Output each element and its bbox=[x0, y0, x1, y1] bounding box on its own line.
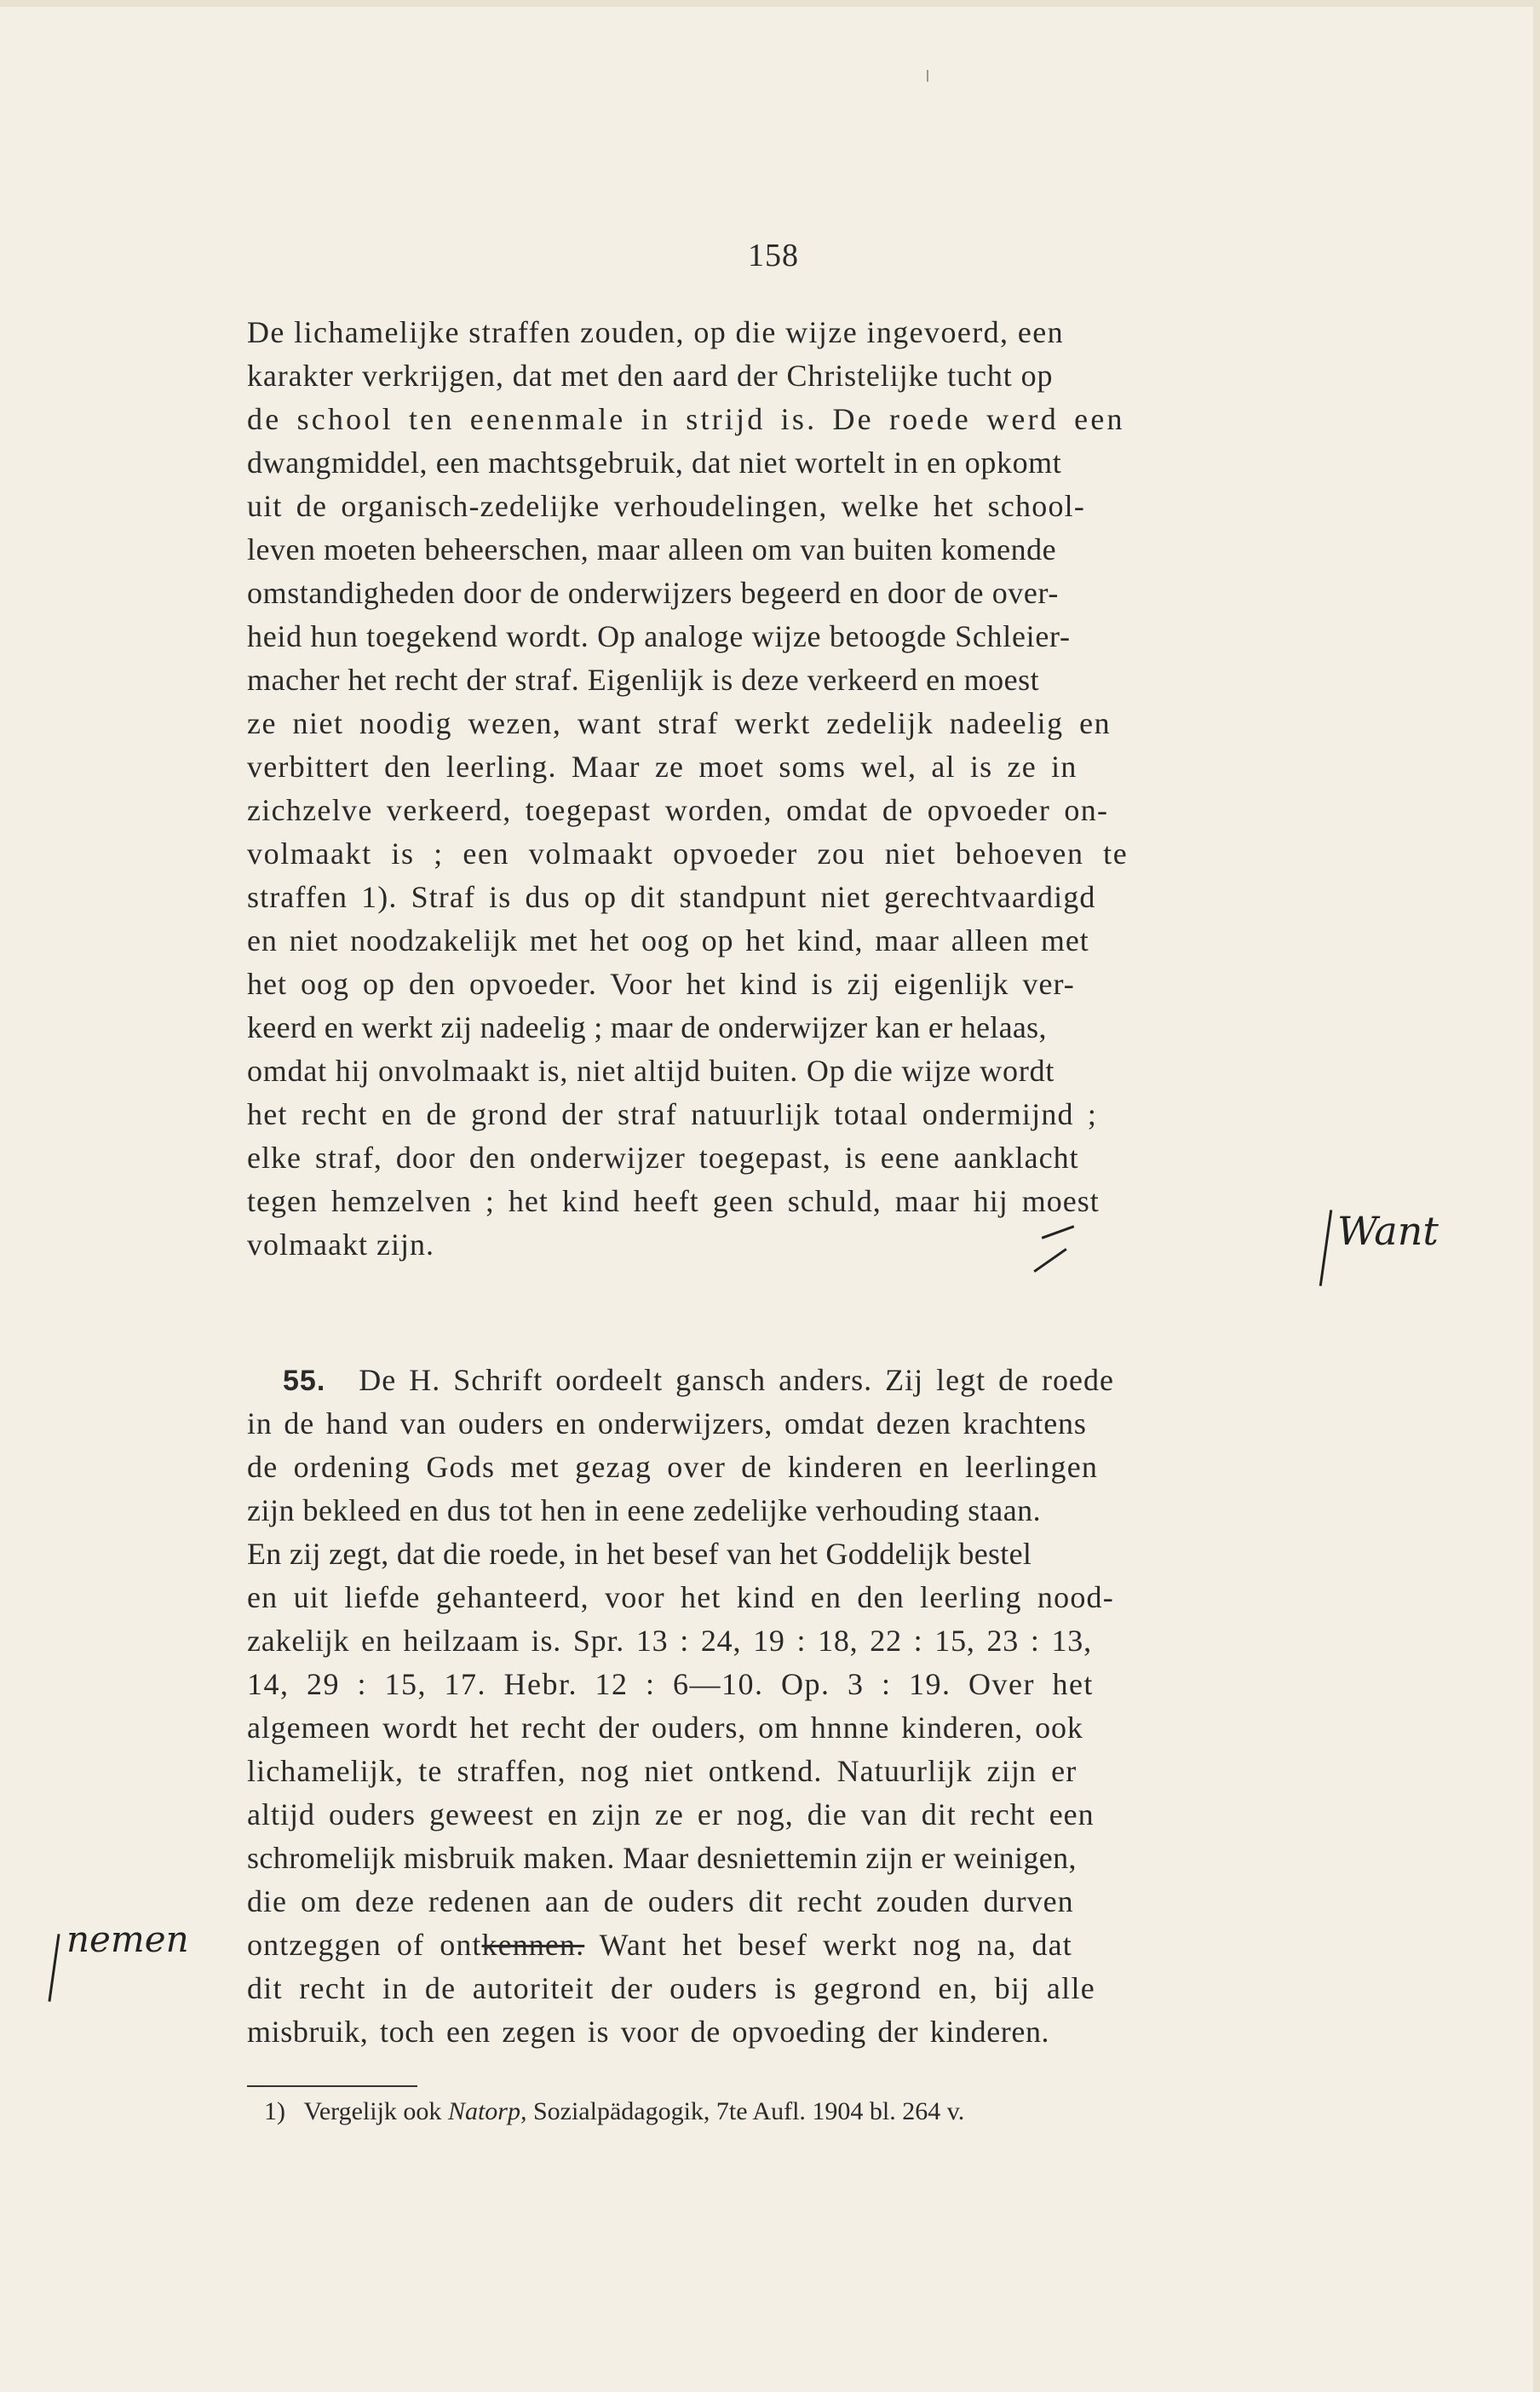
text-line: altijd ouders geweest en zijn ze er nog, die van dit recht een bbox=[247, 1797, 1095, 1831]
text-line: de ordening Gods met gezag over de kinderen en leerlingen bbox=[247, 1450, 1099, 1484]
text-line: macher het recht der straf. Eigenlijk is deze verkeerd en moest bbox=[247, 663, 1040, 697]
text-span: Want het besef werkt nog na, dat bbox=[584, 1928, 1072, 1962]
handwritten-strike-mark bbox=[1042, 1225, 1075, 1239]
text-line: ze niet noodig wezen, want straf werkt zedelijk nadeelig en bbox=[247, 706, 1112, 740]
text-line bbox=[283, 1359, 1114, 1402]
text-line: heid hun toegekend wordt. Op analoge wijze betoogde Schleier- bbox=[247, 619, 1071, 653]
text-line: karakter verkrijgen, dat met den aard der Christelijke tucht op bbox=[247, 359, 1054, 393]
text-line: uit de organisch-zedelijke verhoudelingen, welke het school- bbox=[247, 489, 1086, 523]
text-line: die om deze redenen aan de ouders dit recht zouden durven bbox=[247, 1884, 1074, 1918]
margin-note-left: nemen bbox=[66, 1918, 189, 1960]
text-line: schromelijk misbruik maken. Maar desniettemin zijn er weinigen, bbox=[247, 1841, 1077, 1875]
struck-text: kennen. bbox=[481, 1928, 585, 1962]
handwritten-strike-mark bbox=[1033, 1248, 1066, 1273]
page-number: 158 bbox=[748, 238, 799, 273]
text-line: het oog op den opvoeder. Voor het kind is zij eigenlijk ver- bbox=[247, 967, 1075, 1001]
text-line: lichamelijk, te straffen, nog niet ontkend. Natuurlijk zijn er bbox=[247, 1754, 1077, 1788]
footnote-author: Natorp, bbox=[447, 2097, 527, 2125]
margin-bracket bbox=[48, 1934, 60, 2002]
text-span: De H. Schrift oordeelt gansch anders. Zij legt de roede bbox=[359, 1363, 1114, 1397]
text-line: verbittert den leerling. Maar ze moet soms wel, al is ze in bbox=[247, 750, 1077, 784]
text-line: algemeen wordt het recht der ouders, om hnnne kinderen, ook bbox=[247, 1711, 1083, 1745]
page-edge-top bbox=[0, 0, 1540, 7]
text-line: het recht en de grond der straf natuurlijk totaal ondermijnd ; bbox=[247, 1097, 1098, 1131]
text-line: leven moeten beheerschen, maar alleen om van buiten komende bbox=[247, 532, 1057, 566]
text-line: De lichamelijke straffen zouden, op die wijze ingevoerd, een bbox=[247, 315, 1064, 349]
text-line: tegen hemzelven ; het kind heeft geen schuld, maar hij moest bbox=[247, 1184, 1100, 1218]
text-line: en niet noodzakelijk met het oog op het kind, maar alleen met bbox=[247, 923, 1089, 957]
text-line: en uit liefde gehanteerd, voor het kind en den leerling nood- bbox=[247, 1580, 1114, 1614]
text-line: volmaakt is ; een volmaakt opvoeder zou niet behoeven te bbox=[247, 837, 1129, 871]
text-line: omdat hij onvolmaakt is, niet altijd buiten. Op die wijze wordt bbox=[247, 1054, 1055, 1088]
text-line: volmaakt zijn. bbox=[247, 1228, 434, 1262]
page-edge-right bbox=[1533, 0, 1540, 2392]
text-line: misbruik, toch een zegen is voor de opvoeding der kinderen. bbox=[247, 2015, 1050, 2049]
footnote-marker: 1) bbox=[264, 2097, 285, 2125]
footnote bbox=[264, 2097, 964, 2126]
text-line: omstandigheden door de onderwijzers begeerd en door de over- bbox=[247, 576, 1059, 610]
text-line: 14, 29 : 15, 17. Hebr. 12 : 6—10. Op. 3 : 19. Over het bbox=[247, 1667, 1094, 1701]
footnote-text: Vergelijk ook bbox=[303, 2097, 448, 2125]
margin-note-right: Want bbox=[1337, 1208, 1439, 1254]
paper-speck bbox=[927, 70, 928, 82]
handwritten-underline bbox=[247, 2085, 417, 2087]
margin-bracket bbox=[1319, 1210, 1332, 1286]
text-line: En zij zegt, dat die roede, in het besef van het Goddelijk bestel bbox=[247, 1537, 1032, 1571]
text-line: zakelijk en heilzaam is. Spr. 13 : 24, 19 : 18, 22 : 15, 23 : 13, bbox=[247, 1624, 1092, 1658]
text-line: de school ten eenenmale in strijd is. De roede werd een bbox=[247, 402, 1125, 436]
text-line: dit recht in de autoriteit der ouders is gegrond en, bij alle bbox=[247, 1971, 1096, 2005]
footnote-text: Sozialpädagogik, 7te Aufl. 1904 bl. 264 v. bbox=[526, 2097, 965, 2125]
text-line bbox=[247, 1923, 1072, 1966]
text-line: keerd en werkt zij nadeelig ; maar de onderwijzer kan er helaas, bbox=[247, 1010, 1047, 1044]
text-line: zijn bekleed en dus tot hen in eene zedelijke verhouding staan. bbox=[247, 1493, 1042, 1527]
text-line: elke straf, door den onderwijzer toegepast, is eene aanklacht bbox=[247, 1141, 1079, 1175]
text-span: ontzeggen of ont bbox=[247, 1928, 482, 1962]
section-number: 55. bbox=[283, 1365, 326, 1397]
text-line: dwangmiddel, een machtsgebruik, dat niet wortelt in en opkomt bbox=[247, 446, 1062, 480]
text-line: straffen 1). Straf is dus op dit standpunt niet gerechtvaardigd bbox=[247, 880, 1096, 914]
text-line: in de hand van ouders en onderwijzers, omdat dezen krachtens bbox=[247, 1406, 1087, 1440]
text-line: zichzelve verkeerd, toegepast worden, omdat de opvoeder on- bbox=[247, 793, 1109, 827]
